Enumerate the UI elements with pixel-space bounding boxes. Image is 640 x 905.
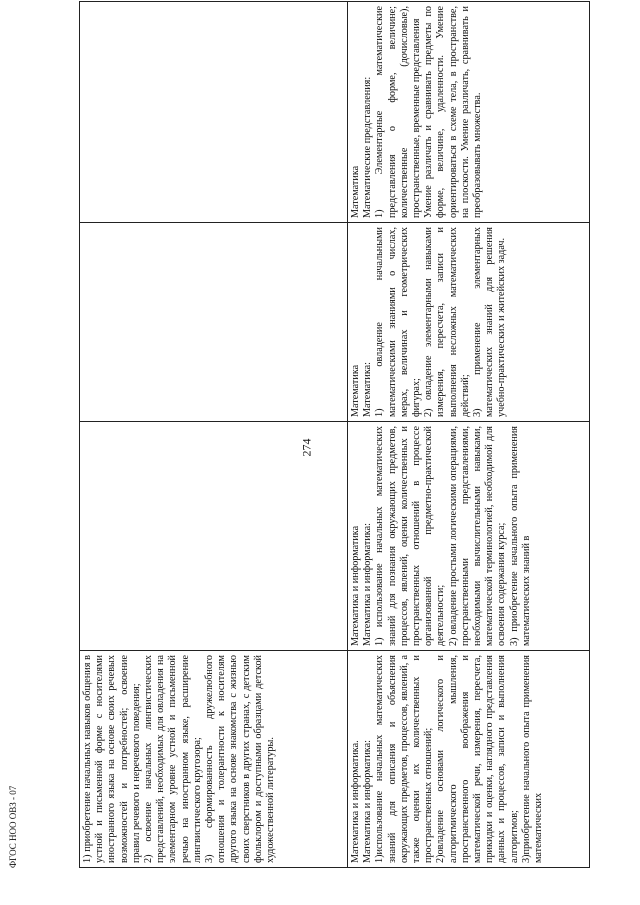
- cell-paragraph: 1) использование начальных математических знаний для познания окружающих предметов, процессов, явлений, оценки количественных и пространственных отношений в процессе организованной предметно-практической деятельности;: [374, 426, 447, 646]
- page-number: 274: [299, 438, 314, 457]
- table-cell: [348, 223, 590, 422]
- cell-paragraph: 1) приобретение начальных навыков общения в устной и письменной форме с носителями иностранного языка на основе своих речевых возможностей и потребностей; освоение правил речевого и неречевого поведения;: [82, 655, 142, 863]
- cell-paragraph: Математика и информатика: [350, 525, 361, 646]
- table-row: [80, 2, 348, 868]
- cell-paragraph: 1) Элементарные математические представления о форме, величине; количественные (дочисловые), пространственные, временные представления: [374, 6, 423, 218]
- table-cell: [348, 651, 590, 868]
- cell-paragraph: 2) овладение простыми логическими операциями, пространственными представлениями, необходимыми вычислительными навыками, математической терминологией, необходимой для освоения содержания курса;: [447, 426, 508, 646]
- cell-paragraph: 3)приобретение начального опыта применения математических: [520, 655, 545, 863]
- table-cell: [80, 223, 348, 422]
- cell-paragraph: Умение различать и сравнивать предметы по форме, величине, удаленности. Умение ориентироваться в схеме тела, в пространстве, на плоскости. Умение различать, сравнивать и преобразовывать множества.: [423, 6, 484, 218]
- cell-paragraph: Математика и информатика.: [350, 740, 361, 863]
- table-cell: [348, 2, 590, 223]
- table-cell: [80, 651, 348, 868]
- document-code-footer: ФГОС НОО ОВЗ - 07: [8, 785, 18, 868]
- cell-paragraph: 1)использование начальных математических знаний для описания и объяснения окружающих предметов, процессов, явлений, а также оценки их количественных и пространственных отношений;: [374, 655, 435, 863]
- cell-paragraph: 1) овладение начальными математическими знаниями о числах, мерах, величинах и геометрических фигурах;: [374, 227, 423, 417]
- cell-paragraph: 2) овладение элементарными навыками измерения, пересчета, записи и выполнения несложных математических действий;: [423, 227, 471, 417]
- cell-paragraph: Математические представления:: [362, 76, 374, 218]
- cell-paragraph: Математика: [350, 364, 361, 417]
- cell-paragraph: 2) освоение начальных лингвистических представлений, необходимых для овладения на элементарном уровне устной и письменной речью на иностранном языке, расширение лингвистического кругозора;: [143, 655, 203, 863]
- table-cell: [348, 422, 590, 651]
- cell-paragraph: 3) применение элементарных математических знаний для решения учебно-практических и житейских задач.: [472, 227, 508, 417]
- cell-paragraph: Математика и информатика:: [362, 523, 374, 646]
- cell-paragraph: 3) приобретение начального опыта применения математических знаний в: [508, 426, 532, 646]
- cell-paragraph: Математика:: [362, 362, 374, 417]
- standards-table: [79, 6, 589, 868]
- cell-paragraph: 2)овладение основами логического и алгоритмического мышления, пространственного воображения и математической речи, измерения, пересчета, прикидки и оценки, наглядного представления данных и процессов, записи и выполнения алгоритмов;: [435, 655, 520, 863]
- table-cell: [80, 2, 348, 223]
- cell-paragraph: 3) сформированность дружелюбного отношения и толерантности к носителям другого языка на основе знакомства с жизнью своих сверстников в других странах, с детским фольклором и доступными образцами детской художественной литературы.: [204, 655, 277, 863]
- cell-paragraph: Математика и информатика:: [362, 740, 374, 863]
- table-row: [348, 2, 590, 868]
- cell-paragraph: Математика: [350, 165, 361, 218]
- table-cell: [80, 422, 348, 651]
